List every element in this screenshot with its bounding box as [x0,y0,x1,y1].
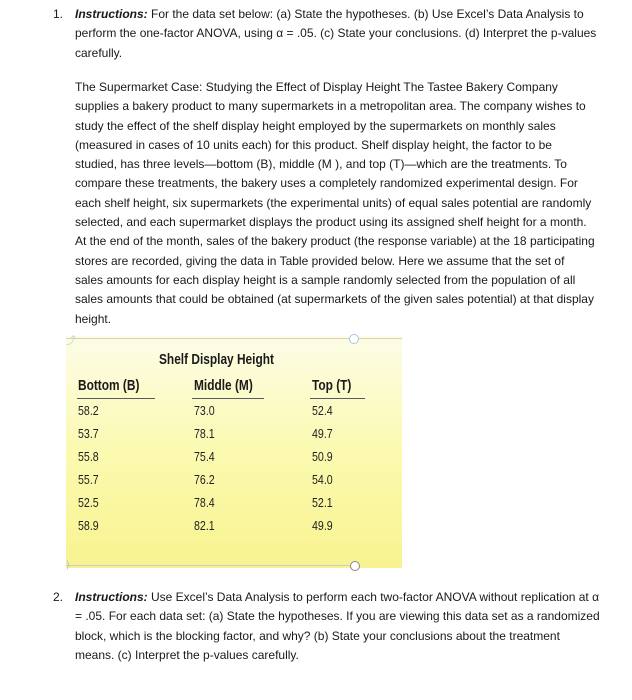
header-rule [77,398,155,399]
question-2 [53,588,601,665]
question-1-lead: Instructions: [75,7,148,21]
table-cell: 58.9 [78,519,99,533]
table-cell: 78.1 [194,427,215,441]
table-bottom-border [66,565,356,566]
question-2-instructions [75,588,601,665]
column-header-middle: Middle (M) [194,378,253,394]
table-top-marker: ⤴ [66,336,76,347]
table-cell: 78.4 [194,496,215,510]
table-cell: 82.1 [194,519,215,533]
table-cell: 76.2 [194,473,215,487]
table-cell: 50.9 [312,450,333,464]
table-bottom-handle-icon [350,561,360,571]
table-cell: 54.0 [312,473,333,487]
question-1-instructions-text: For the data set below: (a) State the hypotheses. (b) Use Excel’s Data Analysis to perform the one-factor ANOVA, using α = .05. (c) State your conclusions. (d) Interpret the p-values carefully. [75,7,597,60]
table-cell: 75.4 [194,450,215,464]
table-cell: 49.9 [312,519,333,533]
header-rule [310,398,365,399]
table-cell: 58.2 [78,404,99,418]
table-cell: 55.7 [78,473,99,487]
shelf-display-table [66,336,402,571]
table-cell: 52.5 [78,496,99,510]
table-cell: 52.4 [312,404,333,418]
question-1-number: 1. [53,7,64,21]
table-cell: 53.7 [78,427,99,441]
header-rule [192,398,264,399]
table-top-handle-icon [349,334,359,344]
table-bottom-marker: ⟩ [66,560,70,571]
table-cell: 73.0 [194,404,215,418]
supermarket-case-paragraph: The Supermarket Case: Studying the Effect of Display Height The Tastee Bakery Company supplies a bakery product to many supermarkets in a metropolitan area. The company wishes to study the effect of the shelf display height employed by the supermarkets on monthly sales (measured in cases of 10 units each) for this product. Shelf display height, the factor to be studied, has three levels—bottom (B), middle (M ), and top (T)—which are the treatments. To compare these treatments, the bakery uses a completely randomized experimental design. For each shelf height, six supermarkets (the experimental units) of equal sales potential are randomly selected, and each supermarket displays the product using its assigned shelf height for a month. At the end of the month, sales of the bakery product (the response variable) at the 18 participating stores are recorded, giving the data in Table provided below. Here we assume that the set of sales amounts for each display height is a sample randomly selected from the population of all sales amounts that could be obtained (at supermarkets of the given sales potential) at that display height. [75,80,595,326]
question-1 [53,5,601,63]
question-2-number: 2. [53,590,64,604]
table-title: Shelf Display Height [159,352,274,368]
table-cell: 55.8 [78,450,99,464]
table-cell: 49.7 [312,427,333,441]
question-2-instructions-text: Use Excel’s Data Analysis to perform each two-factor ANOVA without replication at α = .05. For each data set: (a) State the hypotheses. If you are viewing this data set as a randomized block, which is the blocking factor, and why? (b) State your conclusions about the treatment means. (c) Interpret the p-values carefully. [75,590,600,662]
question-1-instructions [75,5,601,63]
table-cell: 52.1 [312,496,333,510]
column-header-top: Top (T) [312,378,352,394]
question-2-lead: Instructions: [75,590,148,604]
column-header-bottom: Bottom (B) [78,378,140,394]
